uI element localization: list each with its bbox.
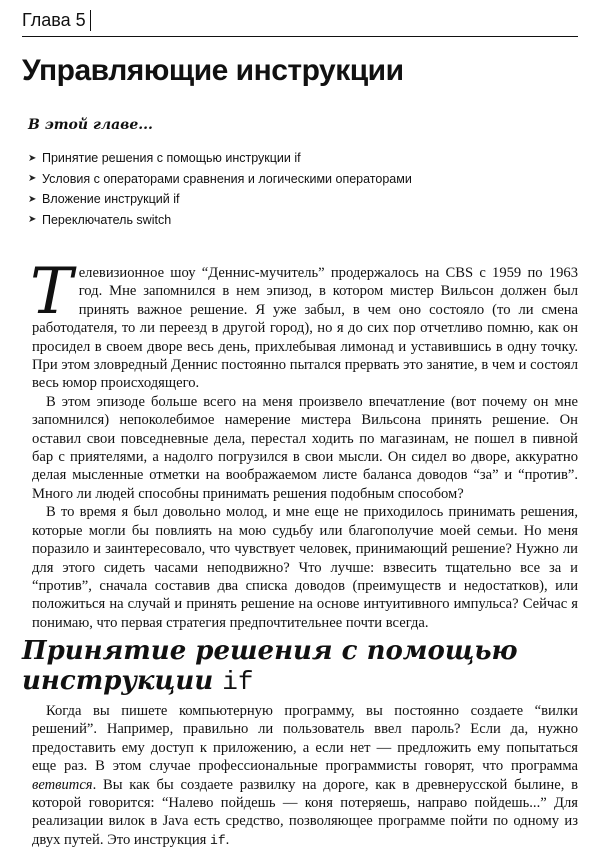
intro-paragraph-2: В этом эпизоде больше всего на меня произвело впечатление (вот почему он мне запомнился) непоколебимое намерение мистера Вильсона принять решение. Он оставил свои повседневные дела, перестал ходить по магазинам, не пошел в пивной бар с приятелями, а надолго погрузился в свои мысли. Он сидел во дворе, аккуратно делая мысленные отметки на воображаемом листе баланса доводов “за” и “против”. Много ли людей способны принимать решения подобным способом?	[32, 393, 578, 502]
objective-item	[28, 148, 412, 169]
section-paragraph-1-code: if	[210, 832, 226, 848]
intro-paragraph-3: В то время я был довольно молод, и мне еще не приходилось принимать решения, которые могли бы повлиять на мою судьбу или благополучие моей семьи. Но меня поразило и заинтересовало, что чувствует человек, принимающий решение? Нужно ли для этого сидеть часами неподвижно? Что лучше: взвесить тщательно все за и “против”, сначала составив два списка доводов (преимуществ и недостатков), или положиться на случай и принять решение на основе интуитивного импульса? Сейчас я понимаю, что первая стратегия предпочтительнее почти всегда.	[32, 504, 578, 631]
arrow-bullet-icon: ➤	[28, 152, 37, 164]
objective-text: Условия с операторами сравнения и логическими операторами	[42, 171, 412, 186]
intro-paragraph-1	[30, 255, 578, 393]
intro-text	[30, 255, 578, 632]
in-chapter-heading: В этой главе...	[28, 117, 153, 133]
section-paragraph-1-emphasis: ветвится	[32, 776, 93, 793]
arrow-bullet-icon: ➤	[28, 214, 37, 226]
objective-text: Вложение инструкций if	[42, 192, 180, 207]
chapter-title: Управляющие инструкции	[22, 54, 404, 87]
section-title-code: if	[222, 667, 254, 697]
objective-text: Переключатель switch	[42, 212, 172, 227]
chapter-rule	[22, 36, 578, 37]
section-title-text: Принятие решения с помощью инструкции	[22, 636, 518, 696]
section-paragraph-1	[32, 702, 578, 850]
objective-text: Принятие решения с помощью инструкции if	[42, 151, 301, 166]
section-paragraph-1-text-b: . Вы как бы создаете развилку на дороге, как в древнерусской былине, в которой говорится: “Налево пойдешь — коня потеряешь, направо пойдешь...” Для реализации вилок в Java есть средство, позволяющее программе пойти по одному из двух путей. Это инструкция	[32, 776, 578, 848]
chapter-label: Глава 5	[22, 10, 91, 31]
objective-item	[28, 169, 412, 190]
drop-cap: Т	[30, 255, 73, 329]
intro-paragraph-1-text: елевизионное шоу “Деннис-мучитель” продержалось на CBS с 1959 по 1963 год. Мне запомнился в нем эпизод, в котором мистер Вильсон должен был принять важное решение. Я уже забыл, в чем оно состояло (то ли смена работодателя, то ли переезд в другой город), но я до сих пор отчетливо помню, как он просидел в своем дворе весь день, прихлебывая лимонад и уставившись в одну точку. При этом зловредный Деннис постоянно пытался прервать это занятие, в чем и состоял весь юмор происходящего.	[32, 265, 578, 392]
arrow-bullet-icon: ➤	[28, 193, 37, 205]
section-title	[22, 636, 582, 697]
objective-item	[28, 210, 412, 231]
objective-item	[28, 189, 412, 210]
chapter-objectives-list	[28, 148, 412, 230]
section-paragraph-1-end: .	[225, 831, 230, 848]
section-paragraph-1-text-a: Когда вы пишете компьютерную программу, вы постоянно создаете “вилки решений”. Например, правильно ли пользователь ввел пароль? Если да, нужно предоставить ему доступ к приложению, а если нет — предложить ему попытаться еще раз. В этом случае профессиональные программисты говорят, что программа	[32, 703, 578, 775]
arrow-bullet-icon: ➤	[28, 173, 37, 185]
